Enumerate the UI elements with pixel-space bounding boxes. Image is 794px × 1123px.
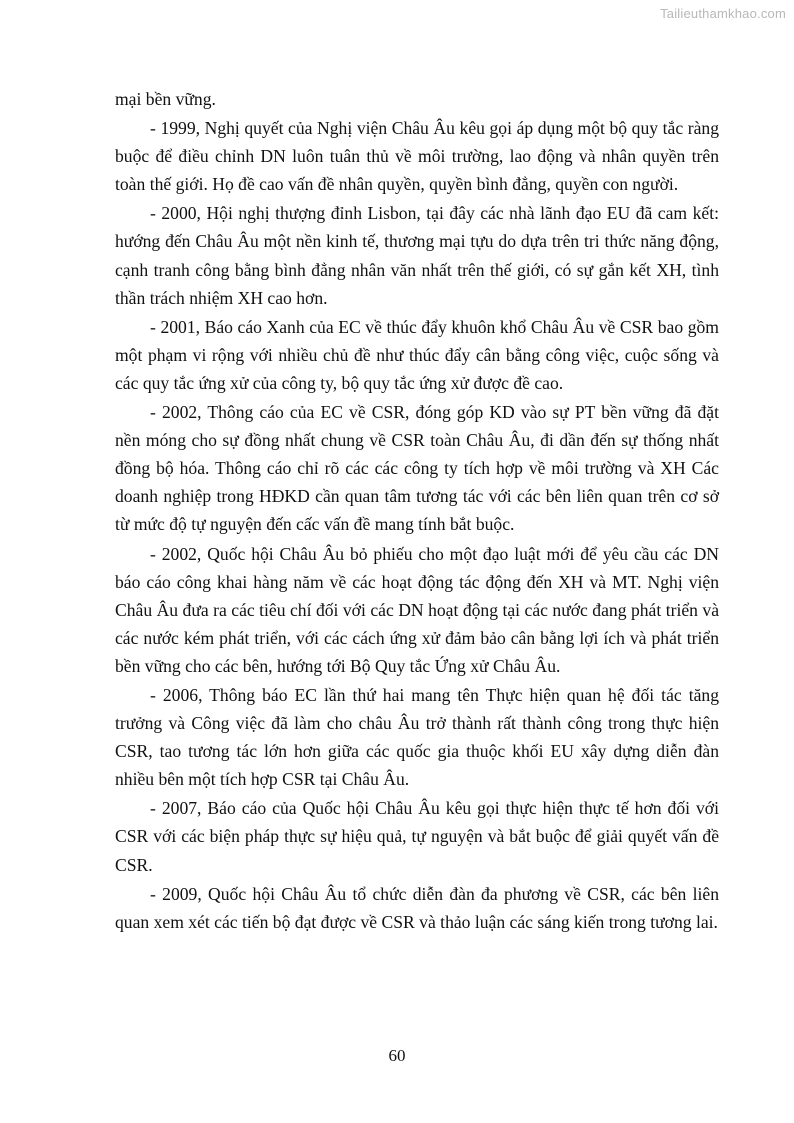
paragraph-2001: - 2001, Báo cáo Xanh của EC về thúc đẩy khuôn khổ Châu Âu về CSR bao gồm một phạm vi rộng với nhiều chủ đề như thúc đẩy cân bằng công việc, cuộc sống và các quy tắc ứng xử của công ty, bộ quy tắc ứng xử được đề cao. xyxy=(115,316,719,393)
page-number: 60 xyxy=(388,1046,406,1065)
paragraph-continuation: mại bền vững. xyxy=(115,89,216,109)
paragraph-2007: - 2007, Báo cáo của Quốc hội Châu Âu kêu gọi thực hiện thực tế hơn đối với CSR với các biện pháp thực sự hiệu quả, tự nguyện và bắt buộc để giải quyết vấn đề CSR. xyxy=(115,798,719,875)
paragraph-2006: - 2006, Thông báo EC lần thứ hai mang tên Thực hiện quan hệ đối tác tăng trưởng và Công việc đã làm cho châu Âu trở thành rất thành công trong thực hiện CSR, tao tương tác lớn hơn giữa các quốc gia thuộc khối EU xây dựng diễn đàn nhiều bên một tích hợp CSR tại Châu Âu. xyxy=(115,684,719,790)
paragraph-2000: - 2000, Hội nghị thượng đỉnh Lisbon, tại đây các nhà lãnh đạo EU đã cam kết: hướng đến Châu Âu một nền kinh tế, thương mại tựu do dựa trên tri thức năng động, cạnh tranh công bằng bình đẳng nhân văn nhất trên thế giới, có sự gắn kết XH, tình thần trách nhiệm XH cao hơn. xyxy=(115,203,719,308)
document-body xyxy=(115,85,719,937)
paragraph-2009: - 2009, Quốc hội Châu Âu tổ chức diễn đàn đa phương về CSR, các bên liên quan xem xét các tiến bộ đạt được về CSR và thảo luận các sáng kiến trong tương lai. xyxy=(115,883,719,932)
paragraph-2002-communication: - 2002, Thông cáo của EC về CSR, đóng góp KD vào sự PT bền vững đã đặt nền móng cho sự đồng nhất chung về CSR toàn Châu Âu, đi dần đến sự thống nhất đồng bộ hóa. Thông cáo chỉ rõ các các công ty tích hợp về môi trường và XH Các doanh nghiệp trong HĐKD cần quan tâm tương tác với các bên liên quan trên cơ sở từ mức độ tự nguyện đến cấc vấn đề mang tính bắt buộc. xyxy=(115,402,719,535)
paragraph-2002-parliament: - 2002, Quốc hội Châu Âu bỏ phiếu cho một đạo luật mới để yêu cầu các DN báo cáo công khai hàng năm về các hoạt động tác động đến XH và MT. Nghị viện Châu Âu đưa ra các tiêu chí đối với các DN hoạt động tại các nước đang phát triển và các nước kém phát triển, với các cách ứng xử đảm bảo cân bằng lợi ích và phát triển bền vững cho các bên, hướng tới Bộ Quy tắc Ứng xử Châu Âu. xyxy=(115,543,719,676)
watermark: Tailieuthamkhao.com xyxy=(660,6,786,21)
paragraph-1999: - 1999, Nghị quyết của Nghị viện Châu Âu kêu gọi áp dụng một bộ quy tắc ràng buộc để điều chỉnh DN luôn tuân thủ về môi trường, lao động và nhân quyền trên toàn thế giới. Họ đề cao vấn đề nhân quyền, quyền bình đẳng, quyền con người. xyxy=(115,118,719,195)
